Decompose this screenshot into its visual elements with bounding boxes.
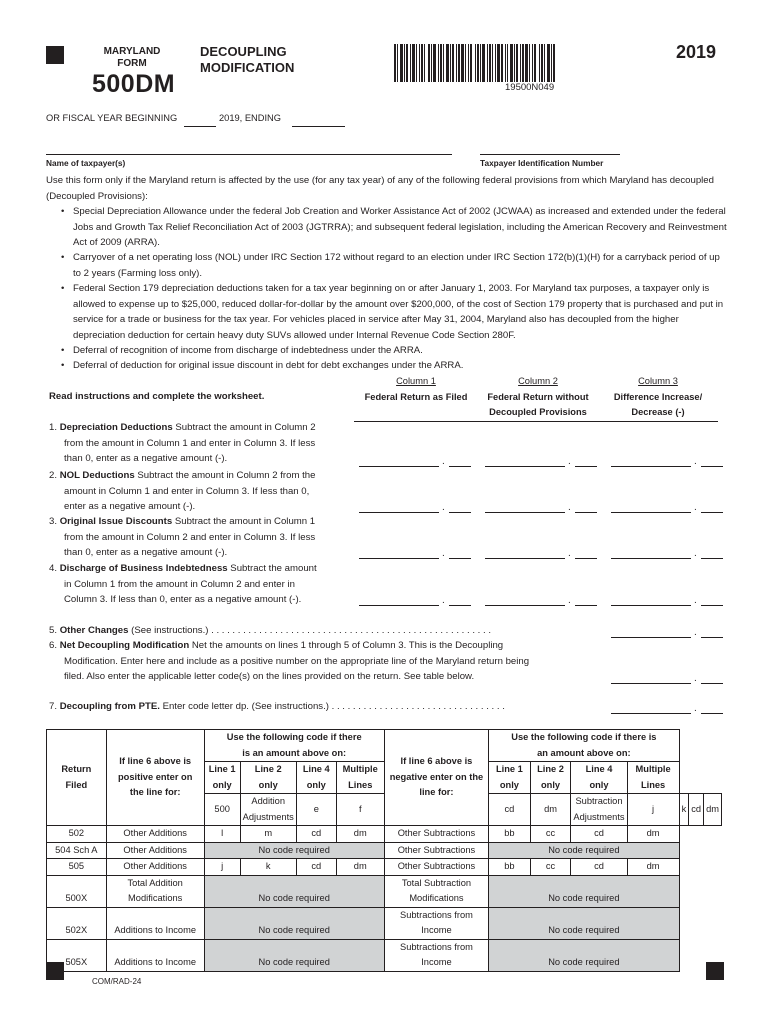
table-cell: e xyxy=(296,794,336,826)
table-cell: bb xyxy=(489,859,531,876)
table-cell: Other Subtractions xyxy=(384,826,488,843)
table-cell: cd xyxy=(489,794,531,826)
table-cell: 505 xyxy=(47,859,107,876)
table-cell: dm xyxy=(530,794,571,826)
table-cell: dm xyxy=(627,859,679,876)
line1-column1-decimal: . xyxy=(442,456,445,467)
line7-title: Decoupling from PTE. xyxy=(59,701,160,712)
subheader-line1-only-sub: Line 1 only xyxy=(489,762,531,794)
line3-number: 3. xyxy=(49,516,58,527)
bullet-section-179: • Federal Section 179 depreciation deductions taken for a tax year beginning on or after January 1, 2003. For Maryland tax purposes, a taxpayer only is allowed to expense up to $25,000, reduced dollar-for-dollar by the amount over $200,000, of the cost of Section 179 property that is purchased and put in service for a trade or business for the tax year. For vehicles placed in service after May 31, 2004, Maryland also has decoupled from the higher depreciation deduction for certain heavy duty SUVs allowed under Internal Revenue Code Section 280F. xyxy=(73,281,727,343)
table-cell: dm xyxy=(704,794,722,826)
table-cell: cd xyxy=(571,826,627,843)
form-word: FORM xyxy=(117,58,147,69)
table-cell: cc xyxy=(530,826,571,843)
decoupling-code-table xyxy=(46,729,722,972)
table-cell: k xyxy=(240,859,296,876)
table-cell: 502 xyxy=(47,826,107,843)
line3-column1-input[interactable] xyxy=(359,558,439,559)
column3-label-line1: Difference Increase/ xyxy=(613,392,703,402)
bullet-oid-deferral: • Deferral of deduction for original issue discount in debt for debt exchanges under the ARRA. xyxy=(73,358,727,374)
line1-column2-input[interactable] xyxy=(485,466,565,467)
line4-column1-decimal: . xyxy=(442,595,445,606)
line3-column2-decimal: . xyxy=(568,548,571,559)
fiscal-year-begin-label: OR FISCAL YEAR BEGINNING xyxy=(46,113,178,123)
table-cell: Other Subtractions xyxy=(384,842,488,859)
line3-column1-cents[interactable] xyxy=(449,558,471,559)
table-cell: No code required xyxy=(204,875,384,907)
line1-column1-input[interactable] xyxy=(359,466,439,467)
line3-desc-c: than 0, enter as a negative amount (-). xyxy=(64,547,228,558)
table-cell: Addition Adjustments xyxy=(240,794,296,826)
table-cell: 505X xyxy=(47,939,107,971)
table-cell: 502X xyxy=(47,907,107,939)
line2-desc-b: amount in Column 1 and enter in Column 3. If less than 0, xyxy=(64,485,310,497)
table-cell: No code required xyxy=(489,875,679,907)
table-cell: No code required xyxy=(204,842,384,859)
barcode xyxy=(394,44,662,82)
fiscal-year-begin-field[interactable] xyxy=(184,126,216,127)
table-row-505x xyxy=(47,939,722,971)
line4-desc-a: Subtract the amount xyxy=(227,563,317,574)
table-cell: dm xyxy=(627,826,679,843)
table-cell: No code required xyxy=(489,842,679,859)
line3-column2-cents[interactable] xyxy=(575,558,597,559)
line2-column3-cents[interactable] xyxy=(701,512,723,513)
fiscal-year-end-field[interactable] xyxy=(292,126,345,127)
line5-column3-input[interactable] xyxy=(611,637,691,638)
subheader-multiple-lines: Multiple Lines xyxy=(336,762,384,794)
header-code-subtraction: Use the following code if there is an amount above on: xyxy=(489,730,679,762)
line1-column3-decimal: . xyxy=(694,456,697,467)
taxpayer-id-field[interactable] xyxy=(480,154,620,155)
table-cell: j xyxy=(627,794,679,826)
bullet-nol-carryover: • Carryover of a net operating loss (NOL) under IRC Section 172 without regard to an election under IRC Section 172(b)(1)(H) for a carryback period of up to 2 years (Farming loss only). xyxy=(73,250,727,281)
line3-column2-input[interactable] xyxy=(485,558,565,559)
line2-column2-cents[interactable] xyxy=(575,512,597,513)
line3-column1-decimal: . xyxy=(442,548,445,559)
column1-label: Federal Return as Filed xyxy=(364,392,468,402)
table-row-502 xyxy=(47,826,722,843)
line5-number: 5. xyxy=(49,625,58,636)
line4-desc-b: in Column 1 from the amount in Column 2 and enter in xyxy=(64,578,295,590)
line4-desc-c: Column 3. If less than 0, enter as a negative amount (-). xyxy=(64,594,302,605)
table-cell: cd xyxy=(689,794,704,826)
table-cell: 504 Sch A xyxy=(47,842,107,859)
line1-column2-decimal: . xyxy=(568,456,571,467)
table-cell: Subtraction Adjustments xyxy=(571,794,627,826)
state-label: MARYLAND xyxy=(103,46,161,57)
line6-desc-b: Modification. Enter here and include as a positive number on the appropriate line of the Maryland return being xyxy=(64,655,530,667)
table-cell: f xyxy=(336,794,384,826)
table-cell: No code required xyxy=(489,939,679,971)
line7-column3-input[interactable] xyxy=(611,713,691,714)
line6-title: Net Decoupling Modification xyxy=(59,640,190,651)
table-row-502x xyxy=(47,907,722,939)
registration-mark-top-left xyxy=(46,46,64,64)
table-cell: k xyxy=(679,794,689,826)
line2-column2-input[interactable] xyxy=(485,512,565,513)
line7-number: 7. xyxy=(49,701,58,712)
line2-desc-c: enter as a negative amount (-). xyxy=(64,501,196,512)
subheader-multiple-lines-sub: Multiple Lines xyxy=(627,762,679,794)
subheader-line4-only: Line 4 only xyxy=(296,762,336,794)
line5-title: Other Changes xyxy=(59,625,129,636)
subheader-line1-only: Line 1 only xyxy=(204,762,240,794)
column3-number: Column 3 xyxy=(638,376,678,386)
table-cell: m xyxy=(240,826,296,843)
line5-column3-cents[interactable] xyxy=(701,637,723,638)
table-cell: cd xyxy=(296,859,336,876)
line4-column3-input[interactable] xyxy=(611,605,691,606)
line3-title: Original Issue Discounts xyxy=(59,516,173,527)
table-cell: No code required xyxy=(489,907,679,939)
table-cell: cd xyxy=(571,859,627,876)
line3-column3-decimal: . xyxy=(694,548,697,559)
table-row-505 xyxy=(47,859,722,876)
table-cell: Subtractions from Income xyxy=(384,907,488,939)
line5-desc: (See instructions.) . . . . . . . . . . . . . . . . . . . . . . . . . . . . . . . . . . . . . . . . . . . . . . . . . . . . . xyxy=(128,625,491,636)
line4-column3-cents[interactable] xyxy=(701,605,723,606)
column2-label-line1: Federal Return without xyxy=(487,392,589,402)
line4-column1-cents[interactable] xyxy=(449,605,471,606)
table-cell: Other Additions xyxy=(106,859,204,876)
line3-column3-cents[interactable] xyxy=(701,558,723,559)
table-cell: cd xyxy=(296,826,336,843)
subheader-line2-only-sub: Line 2 only xyxy=(530,762,571,794)
table-cell: cc xyxy=(530,859,571,876)
line7-desc: Enter code letter dp. (See instructions.) . . . . . . . . . . . . . . . . . . . . . . . . . . . . . . . . . xyxy=(159,701,505,712)
column1-number: Column 1 xyxy=(396,376,436,386)
form-number: 500DM xyxy=(92,70,176,98)
intro-text: Use this form only if the Maryland return is affected by the use (for any tax year) of any of the following federal provisions from which Maryland has decoupled (Decoupled Provisions): xyxy=(46,175,714,202)
line6-number: 6. xyxy=(49,640,58,651)
column2-label-line2: Decoupled Provisions xyxy=(489,407,587,417)
table-cell: Additions to Income xyxy=(106,939,204,971)
line4-column2-input[interactable] xyxy=(485,605,565,606)
line7-text xyxy=(49,699,604,715)
table-cell: 500X xyxy=(47,875,107,907)
line1-column3-cents[interactable] xyxy=(701,466,723,467)
line1-column1-cents[interactable] xyxy=(449,466,471,467)
form-title-line1: DECOUPLING xyxy=(200,44,287,59)
table-cell: Subtractions from Income xyxy=(384,939,488,971)
table-cell: Other Additions xyxy=(106,842,204,859)
line3-desc-b: from the amount in Column 2 and enter in Column 3. If less xyxy=(64,531,316,543)
line1-column3-input[interactable] xyxy=(611,466,691,467)
table-row-500x xyxy=(47,875,722,907)
table-cell: j xyxy=(204,859,240,876)
line5-column3-decimal: . xyxy=(694,627,697,638)
taxpayer-name-field[interactable] xyxy=(46,154,452,155)
line2-number: 2. xyxy=(49,470,58,481)
header-positive: If line 6 above is positive enter on the line for: xyxy=(106,730,204,826)
line4-text xyxy=(49,561,353,608)
line1-column2-cents[interactable] xyxy=(575,466,597,467)
subheader-line2-only: Line 2 only xyxy=(240,762,296,794)
line2-column1-decimal: . xyxy=(442,502,445,513)
table-cell: dm xyxy=(336,859,384,876)
line5-text xyxy=(49,623,604,639)
table-cell: No code required xyxy=(204,907,384,939)
line6-desc-a: Net the amounts on lines 1 through 5 of Column 3. This is the Decoupling xyxy=(189,640,504,651)
worksheet-instruction: Read instructions and complete the worksheet. xyxy=(49,391,265,402)
line2-desc-a: Subtract the amount in Column 2 from the xyxy=(134,470,316,481)
taxpayer-id-label: Taxpayer Identification Number xyxy=(480,158,604,168)
form-code-footer: COM/RAD-24 xyxy=(92,977,142,986)
line6-column3-cents[interactable] xyxy=(701,683,723,684)
line2-column3-input[interactable] xyxy=(611,512,691,513)
table-cell: dm xyxy=(336,826,384,843)
line1-title: Depreciation Deductions xyxy=(59,422,173,433)
line2-column1-cents[interactable] xyxy=(449,512,471,513)
table-cell: bb xyxy=(489,826,531,843)
table-cell: No code required xyxy=(204,939,384,971)
header-code-addition: Use the following code if there is an amount above on: xyxy=(204,730,384,762)
table-cell: Other Additions xyxy=(106,826,204,843)
line1-desc-c: than 0, enter as a negative amount (-). xyxy=(64,453,228,464)
line1-number: 1. xyxy=(49,422,58,433)
line6-column3-decimal: . xyxy=(694,673,697,684)
table-cell: Additions to Income xyxy=(106,907,204,939)
line6-column3-input[interactable] xyxy=(611,683,691,684)
table-cell: Other Subtractions xyxy=(384,859,488,876)
line4-title: Discharge of Business Indebtedness xyxy=(59,563,228,574)
line2-text xyxy=(49,468,353,515)
line6-text xyxy=(49,638,609,685)
line2-column1-input[interactable] xyxy=(359,512,439,513)
line4-column3-decimal: . xyxy=(694,595,697,606)
line7-column3-cents[interactable] xyxy=(701,713,723,714)
column-header-rule xyxy=(354,421,718,422)
table-cell: Total Addition Modifications xyxy=(106,875,204,907)
line1-text xyxy=(49,420,353,467)
column3-label-line2: Decrease (-) xyxy=(631,407,685,417)
form-title-line2: MODIFICATION xyxy=(200,60,295,75)
line4-column1-input[interactable] xyxy=(359,605,439,606)
table-header-row-1 xyxy=(47,730,722,762)
tax-year: 2019 xyxy=(676,42,717,62)
table-cell: l xyxy=(204,826,240,843)
line2-title: NOL Deductions xyxy=(59,470,135,481)
line4-column2-decimal: . xyxy=(568,595,571,606)
header-negative: If line 6 above is negative enter on the line for: xyxy=(384,730,488,826)
subheader-line4-only-sub: Line 4 only xyxy=(571,762,627,794)
line3-desc-a: Subtract the amount in Column 1 xyxy=(172,516,316,527)
taxpayer-name-label: Name of taxpayer(s) xyxy=(46,158,126,168)
table-cell: 500 xyxy=(204,794,240,826)
bullet-special-depreciation: • Special Depreciation Allowance under the federal Job Creation and Worker Assistance Act of 2002 (JCWAA) as increased and extended under the federal Jobs and Growth Tax Relief Reconciliation Act of 2003 (JGTRRA); and subsequent federal legislation, including the American Recovery and Reinvestment Act of 2009 (ARRA). xyxy=(73,204,727,251)
barcode-number: 19500N049 xyxy=(505,82,555,93)
line7-column3-decimal: . xyxy=(694,703,697,714)
line3-text xyxy=(49,514,353,561)
line2-column2-decimal: . xyxy=(568,502,571,513)
line4-number: 4. xyxy=(49,563,58,574)
fiscal-year-end-label: 2019, ENDING xyxy=(219,113,282,123)
table-row-504-sch-a xyxy=(47,842,722,859)
header-return-filed: Return Filed xyxy=(47,730,107,826)
line6-desc-c: filed. Also enter the applicable letter code(s) on the lines provided on the return. See table below. xyxy=(64,671,475,682)
line1-desc-b: from the amount in Column 1 and enter in Column 3. If less xyxy=(64,437,316,449)
column2-number: Column 2 xyxy=(518,376,558,386)
line4-column2-cents[interactable] xyxy=(575,605,597,606)
line1-desc-a: Subtract the amount in Column 2 xyxy=(172,422,316,433)
line3-column3-input[interactable] xyxy=(611,558,691,559)
bullet-discharge-deferral: • Deferral of recognition of income from discharge of indebtedness under the ARRA. xyxy=(73,343,727,359)
table-cell: Total Subtraction Modifications xyxy=(384,875,488,907)
line2-column3-decimal: . xyxy=(694,502,697,513)
